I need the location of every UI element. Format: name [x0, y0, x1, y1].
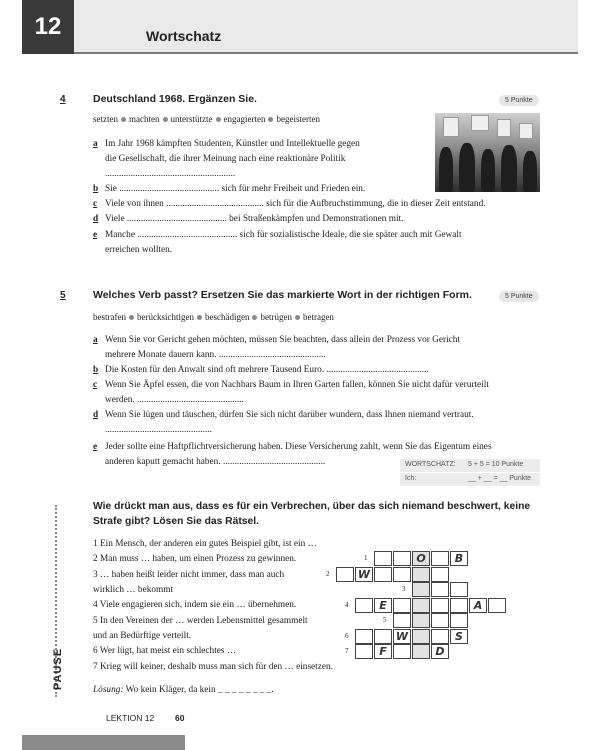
crossword-cell[interactable] — [393, 644, 411, 659]
protest-sign — [443, 117, 459, 137]
exercise-4-item-c: c Viele von ihnen .......................................... sich für die Aufbruchstimmung, die in dieser Zeit entstand. — [93, 199, 486, 209]
crowd-figure — [481, 149, 495, 192]
clue-1: 1 Ein Mensch, der anderen ein gutes Beispiel gibt, ist ein … — [93, 539, 317, 549]
crossword-cell[interactable] — [393, 598, 411, 613]
crowd-figure — [459, 143, 475, 192]
crossword-cell[interactable] — [431, 551, 449, 566]
crossword-row-number: 5 — [383, 616, 387, 624]
bullet-icon — [295, 315, 300, 320]
lesson-label: LEKTION 12 — [106, 713, 155, 723]
crossword-row-number: 3 — [402, 585, 406, 593]
word: betragen — [302, 312, 334, 322]
crossword-row-number: 7 — [345, 647, 349, 655]
bullet-icon — [252, 315, 257, 320]
crossword-cell[interactable] — [355, 629, 373, 644]
word: beschädigen — [204, 312, 250, 322]
crossword-solution-cell[interactable]: O — [412, 551, 430, 566]
word: betrügen — [260, 312, 292, 322]
exercise-5-number: 5 — [60, 290, 66, 301]
pause-title-line1: Wie drückt man aus, dass es für ein Verbrechen, über das sich niemand beschwert, keine — [93, 501, 531, 512]
exercise-5-points: 5 Punkte — [499, 291, 539, 302]
exercise-5-item-b: b Die Kosten für den Anwalt sind oft mehrere Tausend Euro. ............................................ — [93, 365, 429, 375]
exercise-5-item-c: c Wenn Sie Äpfel essen, die von Nachbars Baum in Ihren Garten fallen, können Sie nicht dafür verurteilt — [93, 380, 489, 390]
exercise-5-item-a-line2[interactable]: mehrere Monate dauern kann. .............................................. — [105, 350, 326, 360]
exercise-5-item-d-blank[interactable]: .............................................. — [105, 425, 212, 435]
crossword-cell[interactable] — [431, 598, 449, 613]
clue-4: 4 Viele engagieren sich, indem sie ein … übernehmen. — [93, 600, 297, 610]
crossword-cell[interactable] — [355, 598, 373, 613]
crossword-row-number: 2 — [326, 569, 330, 578]
exercise-4-number: 4 — [60, 94, 66, 105]
bullet-icon — [268, 117, 273, 122]
bullet-icon — [197, 315, 202, 320]
solution-text[interactable]: Wo kein Kläger, da kein _ _ _ _ _ _ _ _. — [125, 685, 274, 695]
crossword-row-number: 1 — [364, 554, 368, 562]
exercise-4-item-a-line2: die Gesellschaft, die ihrer Meinung nach eine reaktionäre Politik — [105, 154, 346, 164]
crossword-cell[interactable] — [488, 598, 506, 613]
solution-line — [93, 683, 274, 699]
crossword-solution-cell[interactable] — [412, 613, 430, 628]
protest-sign — [471, 115, 489, 131]
protest-sign — [497, 119, 511, 137]
crossword-cell[interactable] — [450, 598, 468, 613]
crossword-row-number: 6 — [345, 631, 349, 640]
crossword-cell[interactable] — [450, 613, 468, 628]
exercise-5-word-list — [93, 312, 334, 322]
exercise-5-item-a: a Wenn Sie vor Gericht gehen möchten, müssen Sie beachten, dass allein der Prozess vor Gericht — [93, 335, 461, 345]
exercise-4-item-e: e Manche ........................................... sich für sozialistische Ideale, die sie später auch mit Gewalt — [93, 230, 462, 240]
clue-3-line2: wirklich … bekommt — [93, 585, 174, 595]
page-number: 60 — [175, 713, 185, 723]
crossword-cell[interactable]: F — [374, 644, 392, 659]
footer-bar — [22, 735, 185, 750]
clue-5-line2: und an Bedürftige verteilt. — [93, 631, 192, 641]
crossword-cell[interactable] — [374, 567, 392, 582]
crowd-figure — [501, 145, 517, 192]
clue-2: 2 Man muss … haben, um einen Prozess zu gewinnen. — [93, 554, 297, 564]
crossword-cell[interactable]: W — [355, 567, 373, 582]
crossword-cell[interactable] — [374, 629, 392, 644]
protest-sign — [519, 123, 533, 139]
crossword-solution-cell[interactable] — [412, 567, 430, 582]
crossword-solution-cell[interactable] — [412, 644, 430, 659]
word: begeisterten — [276, 114, 320, 124]
crossword-cell[interactable] — [393, 567, 411, 582]
score-row-wortschatz: WORTSCHATZ: 5 + 5 = 10 Punkte — [400, 459, 540, 472]
clue-7: 7 Krieg will keiner, deshalb muss man sich für den … einsetzen. — [93, 662, 333, 672]
exercise-5-item-c-line2[interactable]: werden. .............................................. — [105, 395, 244, 405]
crossword-row-number: 4 — [345, 600, 349, 609]
clue-3: 3 … haben heißt leider nicht immer, dass man auch — [93, 570, 285, 580]
crossword-cell[interactable]: D — [431, 644, 449, 659]
crossword-cell[interactable] — [431, 613, 449, 628]
clue-5: 5 In den Vereinen der … werden Lebensmittel gesammelt — [93, 616, 308, 626]
exercise-4-item-a-blank[interactable]: ........................................................ — [105, 169, 236, 179]
bullet-icon — [163, 117, 168, 122]
crossword-cell[interactable] — [431, 629, 449, 644]
crossword-cell[interactable] — [355, 644, 373, 659]
crossword-cell[interactable]: S — [450, 629, 468, 644]
page-title: Wortschatz — [146, 28, 222, 44]
exercise-4-item-b: b Sie ........................................... sich für mehr Freiheit und Frieden ein. — [93, 184, 366, 194]
crossword-cell[interactable]: B — [450, 551, 468, 566]
crowd-figure — [439, 147, 453, 192]
crossword-cell[interactable] — [393, 613, 411, 628]
word: bestrafen — [93, 312, 126, 322]
crossword-cell[interactable] — [450, 582, 468, 597]
crossword-cell[interactable] — [393, 551, 411, 566]
exercise-4-item-a: a Im Jahr 1968 kämpften Studenten, Künstler und Intellektuelle gegen — [93, 139, 360, 149]
crossword-cell[interactable]: W — [393, 629, 411, 644]
pause-label: PAUSE — [52, 647, 64, 690]
crossword-cell[interactable] — [336, 567, 354, 582]
word: unterstützte — [170, 114, 213, 124]
exercise-4-points: 5 Punkte — [499, 95, 539, 106]
bullet-icon — [121, 117, 126, 122]
crowd-figure — [523, 151, 537, 192]
exercise-4-item-d: d Viele ........................................... bei Straßenkämpfen und Demonstrationen mit. — [93, 214, 404, 224]
crossword-cell[interactable] — [374, 551, 392, 566]
bullet-icon — [129, 315, 134, 320]
crossword-solution-cell[interactable] — [412, 629, 430, 644]
solution-label: Lösung: — [93, 685, 124, 695]
demonstration-photo — [435, 113, 540, 192]
word: machten — [129, 114, 160, 124]
chapter-number: 12 — [22, 0, 74, 54]
exercise-4-item-e-line2: erreichen wollten. — [105, 245, 173, 255]
bullet-icon — [216, 117, 221, 122]
exercise-4-word-list — [93, 114, 320, 124]
exercise-5-item-e-line2[interactable]: anderen kaputt gemacht haben. ............................................ — [105, 457, 326, 467]
crossword-cell[interactable]: E — [374, 598, 392, 613]
exercise-5-title: Welches Verb passt? Ersetzen Sie das markierte Wort in der richtigen Form. — [93, 289, 472, 301]
word: berücksichtigen — [136, 312, 194, 322]
word: setzten — [93, 114, 118, 124]
crossword-cell[interactable] — [431, 567, 449, 582]
crossword-cell[interactable]: A — [469, 598, 487, 613]
crossword-solution-cell[interactable] — [412, 582, 430, 597]
clue-6: 6 Wer lügt, hat meist ein schlechtes … — [93, 646, 237, 656]
pause-title-line2: Strafe gibt? Lösen Sie das Rätsel. — [93, 516, 259, 527]
exercise-5-item-e: e Jeder sollte eine Haftpflichtversicherung haben. Diese Versicherung zahlt, wenn Sie das Eigentum eines — [93, 442, 492, 452]
score-row-ich: Ich: __ + __ = __ Punkte — [400, 473, 540, 486]
crossword-cell[interactable] — [431, 582, 449, 597]
exercise-5-item-d: d Wenn Sie lügen und täuschen, dürfen Sie sich nicht darüber wundern, dass Ihnen niemand vertraut. — [93, 410, 474, 420]
crossword-solution-cell[interactable] — [412, 598, 430, 613]
word: engagierten — [223, 114, 266, 124]
header-band — [74, 0, 578, 54]
exercise-4-title: Deutschland 1968. Ergänzen Sie. — [93, 93, 257, 105]
